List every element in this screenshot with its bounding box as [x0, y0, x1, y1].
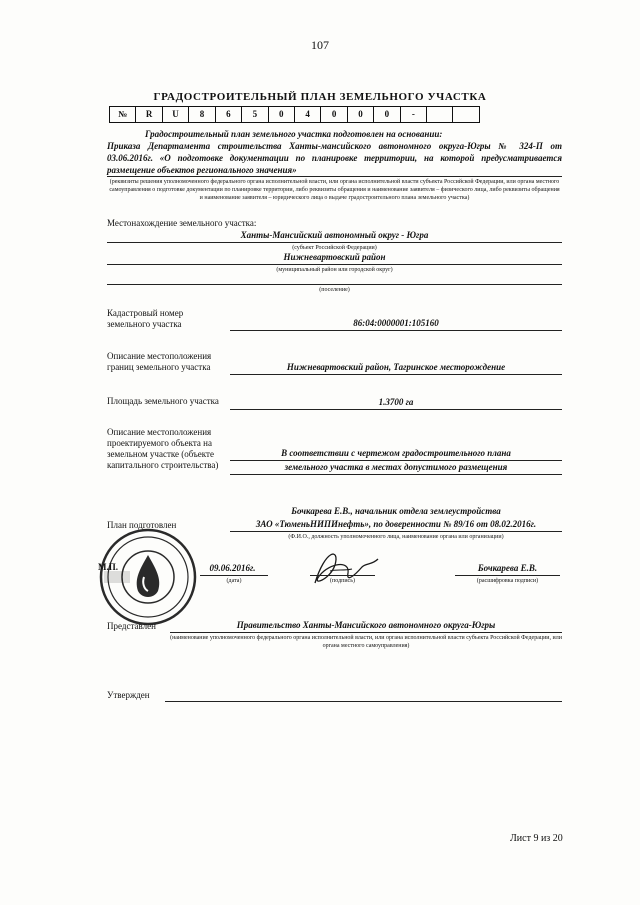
object-underline-1: [230, 460, 562, 461]
presented-underline: [170, 632, 562, 633]
subject-underline: [107, 242, 562, 243]
boundaries-label: Описание местоположения границ земельного участка: [107, 351, 212, 372]
boundaries-underline: [230, 374, 562, 375]
code-cell: 0: [321, 107, 347, 122]
location-district: Нижневартовский район: [283, 252, 386, 262]
area-label: Площадь земельного участка: [107, 396, 219, 406]
stamp-mark: М.П.: [98, 562, 118, 572]
sheet-number: Лист 9 из 20: [510, 833, 563, 844]
presented-label: Представлен: [107, 621, 156, 631]
code-cell: R: [136, 107, 162, 122]
code-cell: 0: [269, 107, 295, 122]
organization-stamp: [92, 527, 204, 627]
cadastral-underline: [230, 330, 562, 331]
sign-caption: (подпись): [330, 578, 355, 584]
object-value-2: земельного участка в местах допустимого размещения: [284, 462, 508, 472]
prepared-date: 09.06.2016г.: [209, 563, 256, 573]
document-title: ГРАДОСТРОИТЕЛЬНЫЙ ПЛАН ЗЕМЕЛЬНОГО УЧАСТКА: [153, 91, 487, 103]
district-caption: (муниципальный район или городской округ): [276, 267, 393, 273]
approved-label: Утвержден: [107, 690, 150, 700]
prepared-underline: [230, 531, 562, 532]
prepared-name-2: ЗАО «ТюменьНИПИнефть», по доверенности № 89/16 от 08.02.2016г.: [255, 519, 537, 529]
basis-intro: Градостроительный план земельного участка подготовлен на основании:: [145, 129, 443, 139]
code-cell: U: [163, 107, 189, 122]
prepared-label: План подготовлен: [107, 520, 177, 530]
decode-caption: (расшифровка подписи): [476, 578, 539, 584]
location-subject: Ханты-Мансийский автономный округ - Югра: [240, 230, 429, 240]
approved-underline: [165, 701, 562, 702]
sign-underline: [310, 575, 375, 576]
code-cell: [453, 107, 478, 122]
code-cell: -: [401, 107, 427, 122]
boundaries-value: Нижневартовский район, Тагринское месторождение: [286, 362, 506, 372]
prepared-caption: (Ф.И.О., должность уполномоченного лица, наименование органа или организации): [288, 534, 504, 540]
plan-number-table: [109, 106, 480, 123]
date-caption: (дата): [226, 578, 242, 584]
code-cell: 8: [189, 107, 215, 122]
basis-underline: [107, 176, 562, 177]
code-cell: [427, 107, 453, 122]
code-cell: 4: [295, 107, 321, 122]
date-underline: [200, 575, 268, 576]
code-cell: 5: [242, 107, 268, 122]
location-label: Местонахождение земельного участка:: [107, 218, 257, 228]
code-cell: 0: [348, 107, 374, 122]
presented-caption: (наименование уполномоченного федерального органа исполнительной власти, или органа исполнительной власти субъекта Российской Федерации, или органа местного самоуправления): [170, 635, 562, 649]
object-label: Описание местоположения проектируемого объекта на земельном участке (объекте капитального строительства): [107, 427, 219, 470]
basis-text: Приказа Департамента строительства Ханты-мансийского автономного округа-Югры № 324-П от 03.06.2016г. «О подготовке документации по планировке территории, на которой предусматривается размещение объектов регионального значения»: [107, 141, 562, 175]
presented-value: Правительство Ханты-Мансийского автономного округа-Югры: [236, 620, 496, 630]
decode-underline: [455, 575, 560, 576]
cadastral-value: 86:04:0000001:105160: [353, 318, 439, 328]
settlement-underline: [107, 284, 562, 285]
signer-decode: Бочкарева Е.В.: [477, 563, 538, 573]
district-underline: [107, 264, 562, 265]
basis-caption: (реквизиты решения уполномоченного федерального органа исполнительной власти, или органа исполнительной власти субъекта Российской Федерации, или органа местного самоуправления о подготовке документации по планировке территории, либо реквизиты обращения и наименование заявителя – физического лица, либо реквизиты обращения и наименование заявителя – юридического лица о выдаче градостроительного плана земельного участка): [109, 179, 560, 201]
subject-caption: (субъект Российской Федерации): [292, 245, 377, 251]
code-cell: 6: [216, 107, 242, 122]
prepared-name-1: Бочкарева Е.В., начальник отдела землеустройства: [291, 506, 501, 516]
area-underline: [230, 409, 562, 410]
page-number: 107: [311, 38, 329, 52]
object-underline-2: [230, 474, 562, 475]
cadastral-label: Кадастровый номер земельного участка: [107, 308, 184, 329]
area-value: 1.3700 га: [378, 397, 414, 407]
object-value-1: В соответствии с чертежом градостроительного плана: [281, 448, 511, 458]
code-cell: №: [110, 107, 136, 122]
code-cell: 0: [374, 107, 400, 122]
settlement-caption: (поселение): [319, 287, 350, 293]
